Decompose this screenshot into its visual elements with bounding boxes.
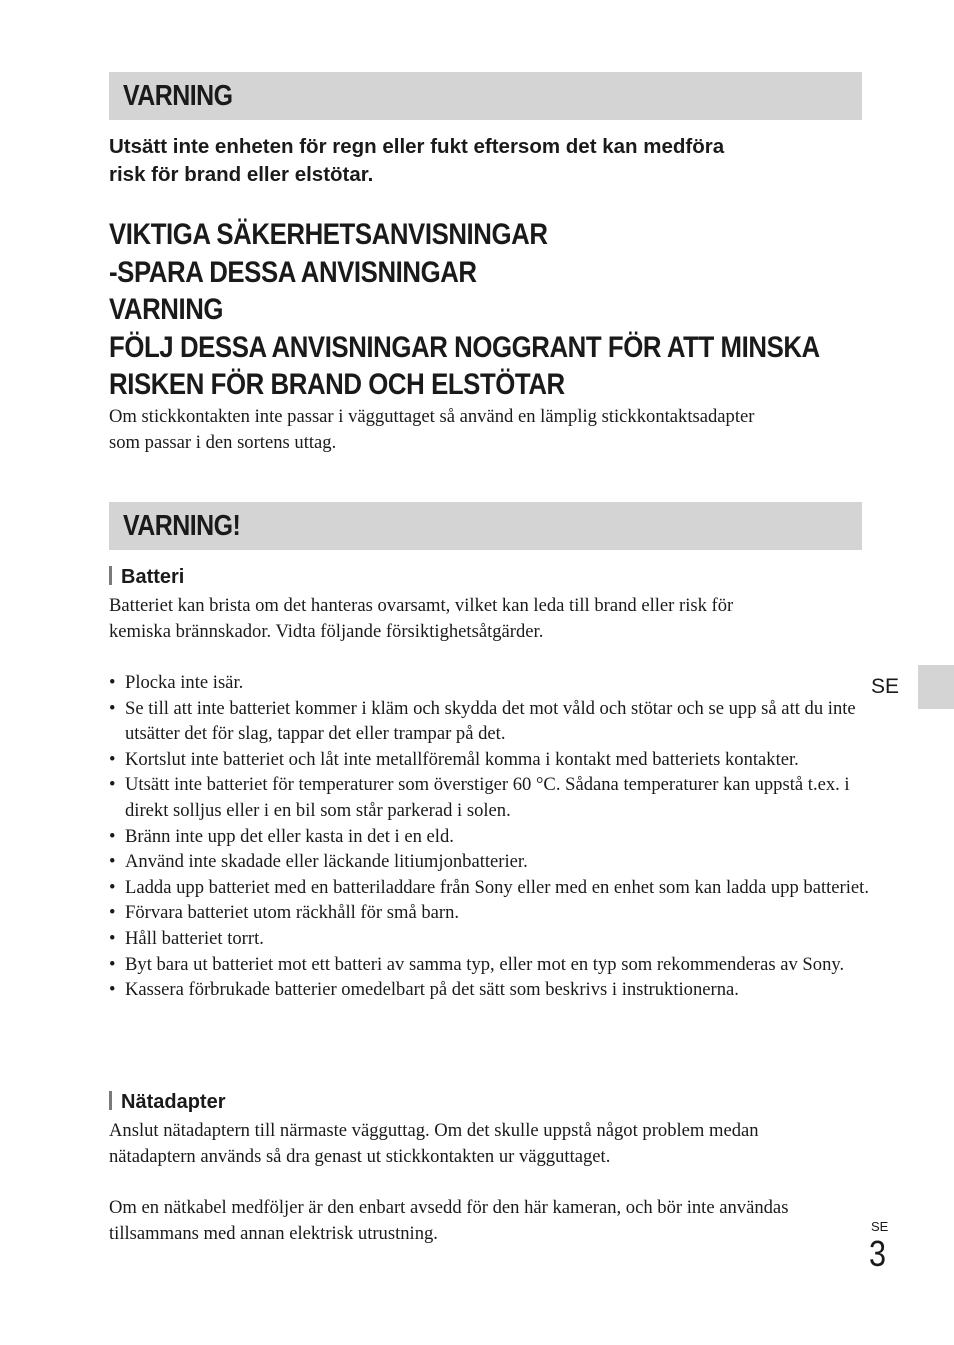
list-item: • Förvara batteriet utom räckhåll för små barn. (109, 900, 869, 926)
caution-banner-title: VARNING! (123, 510, 241, 542)
warning-line: risk för brand eller elstötar. (109, 163, 374, 186)
paragraph-line: tillsammans med annan elektrisk utrustning. (109, 1223, 438, 1244)
safety-heading-line: -SPARA DESSA ANVISNINGAR (109, 255, 477, 289)
paragraph-line: Om stickkontakten inte passar i vägguttaget så använd en lämplig stickkontaktsadapter (109, 406, 755, 427)
adapter-heading (109, 1089, 225, 1115)
list-item: • Utsätt inte batteriet för temperaturer som överstiger 60 °C. Sådana temperaturer kan uppstå t.ex. i direkt solljus eller i en bil som står parkerad i solen. (109, 772, 869, 823)
paragraph-line: nätadaptern används så dra genast ut stickkontakten ur vägguttaget. (109, 1146, 611, 1167)
adapter-heading-text: Nätadapter (121, 1091, 226, 1113)
list-item: • Byt bara ut batteriet mot ett batteri av samma typ, eller mot en typ som rekommenderas av Sony. (109, 952, 869, 978)
paragraph-line: kemiska brännskador. Vidta följande försiktighetsåtgärder. (109, 621, 544, 642)
plug-adapter-paragraph (109, 404, 869, 456)
list-item: • Kassera förbrukade batterier omedelbart på det sätt som beskrivs i instruktionerna. (109, 977, 869, 1003)
list-item: • Se till att inte batteriet kommer i kläm och skydda det mot våld och stötar och se upp så att du inte utsätter det för slag, tappar det eller trampar på det. (109, 696, 869, 747)
safety-instructions-heading (109, 216, 889, 404)
safety-heading-line: RISKEN FÖR BRAND OCH ELSTÖTAR (109, 368, 565, 401)
list-item: • Håll batteriet torrt. (109, 926, 869, 952)
caution-banner (109, 502, 862, 550)
warning-line: Utsätt inte enheten för regn eller fukt eftersom det kan medföra (109, 135, 725, 158)
page-number: 3 (869, 1233, 887, 1274)
warning-banner (109, 72, 862, 120)
list-item: • Plocka inte isär. (109, 670, 869, 696)
paragraph-line: Anslut nätadaptern till närmaste vägguttag. Om det skulle uppstå något problem medan (109, 1120, 759, 1141)
warning-banner-title: VARNING (123, 80, 233, 112)
section-marker-icon (109, 1091, 112, 1110)
list-item: • Kortslut inte batteriet och låt inte metallföremål komma i kontakt med batteriets kontakter. (109, 747, 869, 773)
battery-precautions-list (109, 670, 869, 1003)
paragraph-line: som passar i den sortens uttag. (109, 432, 337, 453)
paragraph-line: Batteriet kan brista om det hanteras ovarsamt, vilket kan leda till brand eller risk för (109, 595, 734, 616)
list-item: • Bränn inte upp det eller kasta in det i en eld. (109, 824, 869, 850)
page-language-code: SE (871, 1219, 889, 1234)
safety-heading-line: VARNING (109, 293, 224, 326)
adapter-paragraph-2 (109, 1195, 869, 1247)
list-item: • Ladda upp batteriet med en batteriladdare från Sony eller med en enhet som kan ladda upp batteriet. (109, 875, 869, 901)
battery-heading (109, 564, 184, 590)
paragraph-line: Om en nätkabel medföljer är den enbart avsedd för den här kameran, och bör inte användas (109, 1197, 789, 1218)
rain-moisture-warning (109, 133, 869, 189)
safety-heading-line: VIKTIGA SÄKERHETSANVISNINGAR (109, 218, 548, 251)
language-side-label: SE (871, 675, 900, 698)
adapter-paragraph-1 (109, 1118, 869, 1170)
language-thumb-tab (918, 665, 954, 709)
battery-heading-text: Batteri (121, 566, 185, 588)
section-marker-icon (109, 566, 112, 585)
list-item: • Använd inte skadade eller läckande litiumjonbatterier. (109, 849, 869, 875)
battery-intro (109, 593, 869, 645)
safety-heading-line: FÖLJ DESSA ANVISNINGAR NOGGRANT FÖR ATT MINSKA (109, 330, 820, 364)
